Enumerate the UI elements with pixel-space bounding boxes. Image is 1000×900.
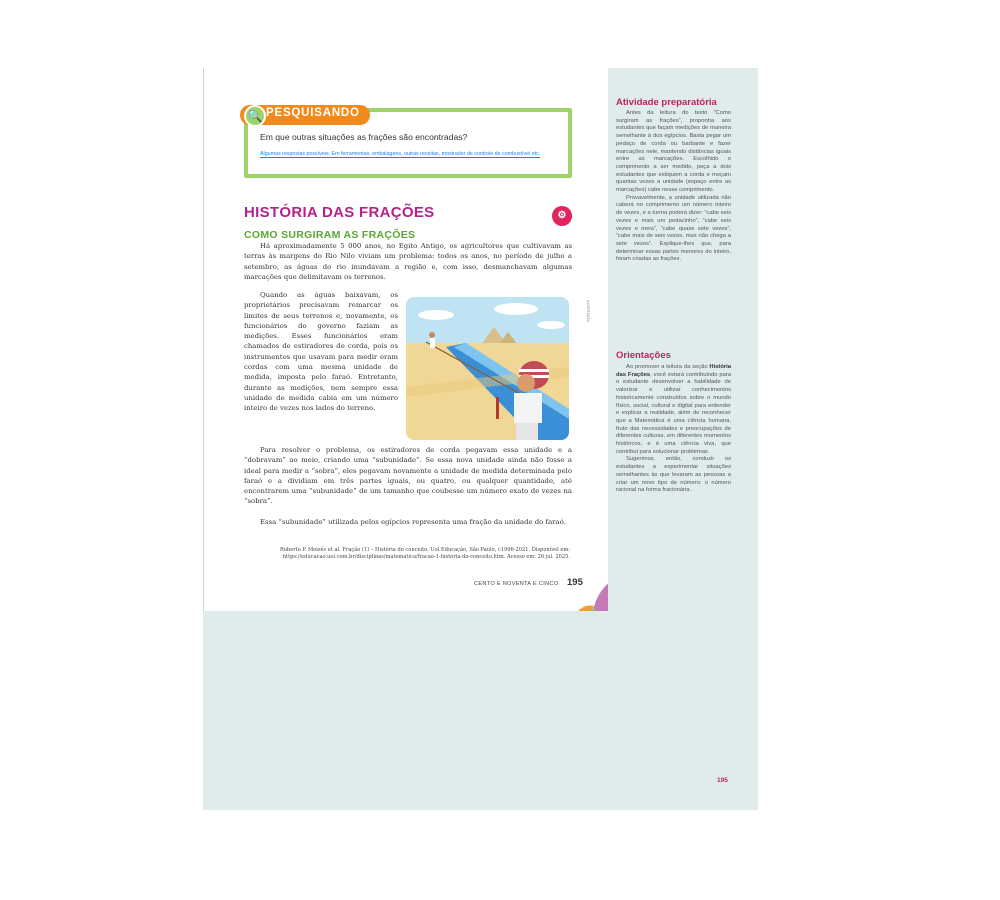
section-title: HISTÓRIA DAS FRAÇÕES [244, 204, 435, 221]
orientations-title: Orientações [616, 350, 671, 361]
teacher-page-number: 195 [717, 777, 728, 784]
teacher-orientations-column [616, 364, 731, 495]
pesquisando-question: Em que outras situações as frações são encontradas? [260, 132, 468, 142]
activity-title: Atividade preparatória [616, 97, 717, 108]
paragraph-2: Quando as águas baixavam, os proprietários precisavam remarcar os limites de seus terrenos e, novamente, os funcionários do governo faziam as medições. Esses funcionários eram chamados de estiradores de corda, pois os instrumentos que usavam para medir eram cordas com uma mesma unidade de medida, imposta pelo faraó. Entretanto, durante as medições, nem sempre essa unidade de medida cabia em um número inteiro de vezes nos lados do terreno. [244, 291, 398, 413]
orientations-text-1-pre: Ao promover a leitura da seção [626, 364, 710, 370]
pesquisando-answer: Algumas respostas possíveis: Em ferramentas, embalagens, outras receitas, mostrador de controle de combustível etc. [260, 151, 541, 157]
page-number-words: CENTO E NOVENTA E CINCO [474, 581, 559, 587]
paragraph-1: Há aproximadamente 5 000 anos, no Egito Antigo, os agricultores que cultivavam as terras às margens do Rio Nilo viviam um problema: todos os anos, no período de julho a setembro, as águas do rio inundavam a região e, com isso, desmanchavam algumas marcações que delimitavam os terrenos. [244, 242, 572, 281]
orientations-text-1-post: , você estará contribuindo para o estudante desenvolver a habilidade de valorizar e utilizar conhecimentos historicamente construídos sobre o mundo físico, social, cultural e digital para entender e explicar a realidade, além de reconhecer que a Matemática é uma ciência humana, fruto das necessidades e preocupações de diferentes culturas, em diferentes momentos históricos, e é uma ciência viva, que contribui para solucionar problemas. [616, 371, 731, 455]
illustration-credit: ILUSTRAÇÃO [586, 300, 590, 323]
magnifier-icon: 🔍 [244, 105, 266, 127]
paragraph-4: Essa “subunidade” utilizada pelos egípcios representa uma fração da unidade do faraó. [260, 518, 566, 526]
teacher-activity-column [616, 97, 731, 264]
activity-text-2: Provavelmente, a unidade utilizada não caberá no comprimento um número inteiro de vezes, e a turma poderá dizer: “cabe seis vezes e mais um pedacinho”, “cabe seis vezes e meia”, “cabe quase sete vezes”, “cabe mais de seis vezes, mas não chega a sete vezes”. Explique-lhes que, para determinar essas partes menores do inteiro, foram criadas as frações. [616, 194, 731, 263]
student-page [203, 68, 608, 611]
history-badge-icon: ⚙ [552, 206, 572, 226]
page-number: 195 [567, 577, 583, 588]
activity-text-1: Antes da leitura do texto “Como surgiram as frações”, proponha aos estudantes que façam medições de maneira semelhante à dos egípcios. Basta pegar um pedaço de corda ou barbante e fazer marcações nele, mantendo distâncias iguais entre as marcações. Escolhido o comprimento a ser medido, peça a dois estudantes que estiquem a corda e meçam quantas vezes a unidade (espaço entre as marcações) cabe nesse comprimento. [616, 110, 731, 194]
orientations-text-1 [616, 364, 731, 456]
paragraph-3: Para resolver o problema, os estiradores de corda pegavam essa unidade e a “dobravam” ao meio, criando uma “subunidade”. Se essa nova unidade ainda não fosse a ideal para medir a “sobra”, eles pegavam novamente a unidade de medida determinada pelo faraó e a dividiam em três partes iguais, ou quatro, ou qualquer quantidade, até encontrarem uma “subunidade” de um tamanho que coubesse um número exato de vezes na “sobra”. [244, 446, 572, 506]
orientations-text-1-bold: História das Frações [616, 364, 731, 378]
pesquisando-bottom-border [244, 174, 572, 178]
orientations-text-2: Sugerimos, então, conduzir os estudantes a experimentar situações semelhantes às que levaram as pessoas a criar um novo tipo de número: o número racional na forma fracionária. [616, 456, 731, 494]
pesquisando-tag: PESQUISANDO [240, 105, 370, 125]
section-subtitle: COMO SURGIRAM AS FRAÇÕES [244, 229, 416, 241]
source-citation: Roberto P. Moisés et al. Fração (1) – História do conceito. Uol Educação, São Paulo, c1996-2021. Disponível em: https://educacao.uol.com.br/disciplinas/matematica/fracao-1-historia-do-conceito.htm. Acesso em: 26 jul. 2025. [280, 547, 570, 560]
egypt-illustration [406, 297, 569, 440]
